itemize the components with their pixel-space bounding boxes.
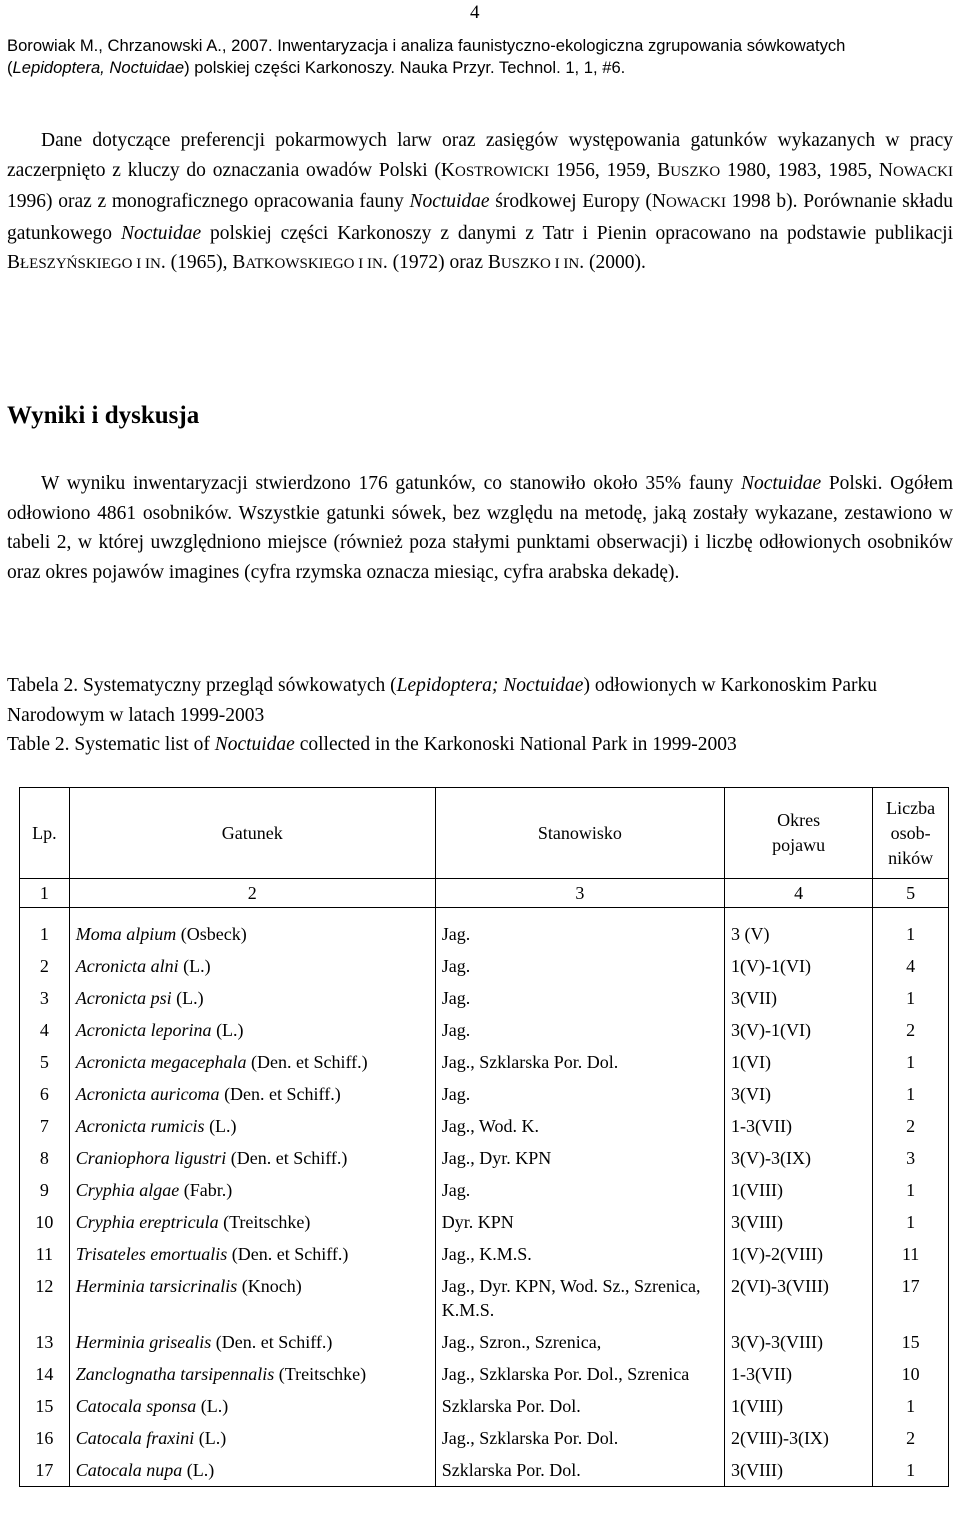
species-name (69, 1014, 435, 1046)
column-number: 5 (873, 879, 949, 908)
species-author: (L.) (182, 1460, 215, 1480)
header-gatunek: Gatunek (69, 788, 435, 879)
species-latin-name: Acronicta psi (75, 988, 172, 1008)
species-latin-name: Catocala fraxini (75, 1428, 195, 1448)
specimen-count: 2 (873, 1422, 949, 1454)
table-row (20, 1270, 949, 1326)
site: Jag., Szklarska Por. Dol. (435, 1422, 724, 1454)
specimen-count: 1 (873, 908, 949, 951)
specimen-count: 4 (873, 950, 949, 982)
table-row (20, 1046, 949, 1078)
period: 3 (V) (724, 908, 872, 951)
species-author: (Den. et Schiff.) (226, 1148, 348, 1168)
table-row (20, 908, 949, 951)
table-row (20, 1174, 949, 1206)
species-author: (L.) (196, 1396, 229, 1416)
header-stanowisko: Stanowisko (435, 788, 724, 879)
species-name (69, 1142, 435, 1174)
species-author: (Den. et Schiff.) (219, 1084, 341, 1104)
species-latin-name: Catocala nupa (75, 1460, 183, 1480)
species-latin-name: Moma alpium (75, 924, 177, 944)
period: 1(VIII) (724, 1390, 872, 1422)
species-name (69, 950, 435, 982)
table-caption (7, 671, 953, 760)
column-number: 3 (435, 879, 724, 908)
species-author: (Den. et Schiff.) (211, 1332, 333, 1352)
species-name (69, 1358, 435, 1390)
species-name (69, 982, 435, 1014)
specimen-count: 15 (873, 1326, 949, 1358)
row-number: 14 (20, 1358, 70, 1390)
species-name (69, 1454, 435, 1487)
table-body (20, 908, 949, 1487)
specimen-count: 11 (873, 1238, 949, 1270)
table-row (20, 1238, 949, 1270)
species-name (69, 1326, 435, 1358)
row-number: 17 (20, 1454, 70, 1487)
species-author: (Osbeck) (176, 924, 247, 944)
caption-english: Table 2. Systematic list of Noctuidae collected in the Karkonoski National Park in 1999-2003 (7, 734, 737, 756)
period: 3(VII) (724, 982, 872, 1014)
table-row (20, 1390, 949, 1422)
row-number: 2 (20, 950, 70, 982)
species-latin-name: Trisateles emortualis (75, 1244, 228, 1264)
species-name (69, 1110, 435, 1142)
row-number: 1 (20, 908, 70, 951)
table-row (20, 1014, 949, 1046)
results-text: W wyniku inwentaryzacji stwierdzono 176 gatunków, co stanowiło około 35% fauny Noctuidae Polski. Ogółem odłowiono 4861 osobników. Wszystkie gatunki sówek, bez względu na metodę, jaką zostały wykazane, zestawiono w tabeli 2, w której uwzględniono miejsce (również poza stałymi punktami obserwacji) i liczbę odłowionych osobników oraz okres pojawów imagines (cyfra rzymska oznacza miesiąc, cyfra arabska dekadę). (7, 473, 954, 583)
species-name (69, 1238, 435, 1270)
specimen-count: 17 (873, 1270, 949, 1326)
section-title: Wyniki i dyskusja (7, 402, 200, 429)
methods-text: Dane dotyczące preferencji pokarmowych larw oraz zasięgów występowania gatunków wykazanych w pracy zaczerpnięto z kluczy do oznaczania owadów Polski (KOSTROWICKI 1956, 1959, BUSZKO 1980, 1983, 1985, NOWACKI 1996) oraz z monograficznego opracowania fauny Noctuidae środkowej Europy (NOWACKI 1998 b). Porównanie składu gatunkowego Noctuidae polskiej części Karkonoszy z danymi z Tatr i Pienin opracowano na podstawie publikacji BŁESZYŃSKIEGO I IN. (1965), BATKOWSKIEGO I IN. (1972) oraz BUSZKO I IN. (2000). (7, 130, 953, 274)
species-author: (Den. et Schiff.) (227, 1244, 349, 1264)
header-lp: Lp. (20, 788, 70, 879)
table-row (20, 982, 949, 1014)
specimen-count: 1 (873, 1454, 949, 1487)
table-row (20, 1078, 949, 1110)
site: Jag., Dyr. KPN, Wod. Sz., Szrenica, K.M.S. (435, 1270, 724, 1326)
header-citation-line-1: Borowiak M., Chrzanowski A., 2007. Inwentaryzacja i analiza faunistyczno-ekologiczna zgrupowania sówkowatych (7, 36, 846, 55)
species-author: (L.) (204, 1116, 237, 1136)
species-name (69, 1174, 435, 1206)
site: Jag. (435, 1078, 724, 1110)
column-number: 2 (69, 879, 435, 908)
table-row (20, 1422, 949, 1454)
species-author: (L.) (211, 1020, 244, 1040)
row-number: 5 (20, 1046, 70, 1078)
site: Jag. (435, 908, 724, 951)
site: Jag., Wod. K. (435, 1110, 724, 1142)
row-number: 7 (20, 1110, 70, 1142)
results-paragraph (7, 469, 953, 587)
caption-polish: Tabela 2. Systematyczny przegląd sówkowatych (Lepidoptera; Noctuidae) odłowionych w Karkonoskim Parku Narodowym w latach 1999-2003 (7, 675, 878, 726)
row-number: 16 (20, 1422, 70, 1454)
period: 1(V)-2(VIII) (724, 1238, 872, 1270)
species-latin-name: Acronicta megacephala (75, 1052, 247, 1072)
period: 1-3(VII) (724, 1358, 872, 1390)
period: 3(V)-1(VI) (724, 1014, 872, 1046)
period: 3(V)-3(VIII) (724, 1326, 872, 1358)
site: Dyr. KPN (435, 1206, 724, 1238)
species-latin-name: Acronicta auricoma (75, 1084, 220, 1104)
species-author: (L.) (194, 1428, 227, 1448)
species-name (69, 1046, 435, 1078)
period: 1(VI) (724, 1046, 872, 1078)
table-row (20, 1206, 949, 1238)
specimen-count: 10 (873, 1358, 949, 1390)
period: 3(VIII) (724, 1206, 872, 1238)
table-row (20, 1358, 949, 1390)
specimen-count: 1 (873, 1078, 949, 1110)
row-number: 4 (20, 1014, 70, 1046)
running-header (7, 35, 955, 79)
row-number: 8 (20, 1142, 70, 1174)
period: 3(V)-3(IX) (724, 1142, 872, 1174)
header-liczba-osobnikow: Liczba osob- ników (873, 788, 949, 879)
specimen-count: 1 (873, 1174, 949, 1206)
methods-paragraph (7, 126, 953, 280)
species-table (19, 787, 949, 1487)
species-latin-name: Acronicta leporina (75, 1020, 212, 1040)
specimen-count: 1 (873, 1390, 949, 1422)
site: Jag. (435, 950, 724, 982)
specimen-count: 1 (873, 982, 949, 1014)
column-number-row (20, 879, 949, 908)
header-citation-rest: polskiej części Karkonoszy. Nauka Przyr. Technol. 1, 1, #6. (189, 58, 626, 77)
species-latin-name: Zanclognatha tarsipennalis (75, 1364, 275, 1384)
table-row (20, 1326, 949, 1358)
row-number: 15 (20, 1390, 70, 1422)
row-number: 3 (20, 982, 70, 1014)
specimen-count: 2 (873, 1014, 949, 1046)
species-latin-name: Acronicta rumicis (75, 1116, 205, 1136)
table-row (20, 950, 949, 982)
species-latin-name: Cryphia algae (75, 1180, 180, 1200)
site: Jag. (435, 982, 724, 1014)
row-number: 9 (20, 1174, 70, 1206)
specimen-count: 3 (873, 1142, 949, 1174)
table-header-row (20, 788, 949, 879)
species-name (69, 1270, 435, 1326)
species-author: (L.) (178, 956, 211, 976)
species-author: (Fabr.) (179, 1180, 233, 1200)
site: Jag. (435, 1014, 724, 1046)
row-number: 6 (20, 1078, 70, 1110)
row-number: 12 (20, 1270, 70, 1326)
table-row (20, 1454, 949, 1487)
species-latin-name: Cryphia ereptricula (75, 1212, 219, 1232)
species-author: (Treitschke) (218, 1212, 311, 1232)
period: 2(VI)-3(VIII) (724, 1270, 872, 1326)
species-name (69, 1390, 435, 1422)
period: 3(VI) (724, 1078, 872, 1110)
specimen-count: 1 (873, 1206, 949, 1238)
species-latin-name: Catocala sponsa (75, 1396, 197, 1416)
site: Jag. (435, 1174, 724, 1206)
row-number: 10 (20, 1206, 70, 1238)
period: 1(V)-1(VI) (724, 950, 872, 982)
table-row (20, 1110, 949, 1142)
header-okres-pojawu: Okres pojawu (724, 788, 872, 879)
species-name (69, 908, 435, 951)
period: 1-3(VII) (724, 1110, 872, 1142)
site: Jag., Dyr. KPN (435, 1142, 724, 1174)
header-taxon: Lepidoptera, Noctuidae (12, 58, 185, 77)
table-row (20, 1142, 949, 1174)
page-number: 4 (470, 2, 480, 23)
column-number: 4 (724, 879, 872, 908)
period: 2(VIII)-3(IX) (724, 1422, 872, 1454)
site: Jag., Szklarska Por. Dol., Szrenica (435, 1358, 724, 1390)
period: 1(VIII) (724, 1174, 872, 1206)
header-citation-line-2: (Lepidoptera, Noctuidae) polskiej części Karkonoszy. Nauka Przyr. Technol. 1, 1, #6. (7, 58, 626, 77)
species-latin-name: Herminia grisealis (75, 1332, 212, 1352)
species-latin-name: Craniophora ligustri (75, 1148, 227, 1168)
site: Jag., Szron., Szrenica, (435, 1326, 724, 1358)
species-author: (Treitschke) (274, 1364, 367, 1384)
species-author: (Knoch) (237, 1276, 302, 1296)
column-number: 1 (20, 879, 70, 908)
row-number: 11 (20, 1238, 70, 1270)
species-name (69, 1422, 435, 1454)
species-name (69, 1206, 435, 1238)
species-latin-name: Acronicta alni (75, 956, 179, 976)
species-author: (Den. et Schiff.) (246, 1052, 368, 1072)
species-latin-name: Herminia tarsicrinalis (75, 1276, 238, 1296)
specimen-count: 1 (873, 1046, 949, 1078)
species-name (69, 1078, 435, 1110)
site: Szklarska Por. Dol. (435, 1454, 724, 1487)
period: 3(VIII) (724, 1454, 872, 1487)
specimen-count: 2 (873, 1110, 949, 1142)
species-author: (L.) (171, 988, 204, 1008)
site: Szklarska Por. Dol. (435, 1390, 724, 1422)
row-number: 13 (20, 1326, 70, 1358)
site: Jag., Szklarska Por. Dol. (435, 1046, 724, 1078)
site: Jag., K.M.S. (435, 1238, 724, 1270)
